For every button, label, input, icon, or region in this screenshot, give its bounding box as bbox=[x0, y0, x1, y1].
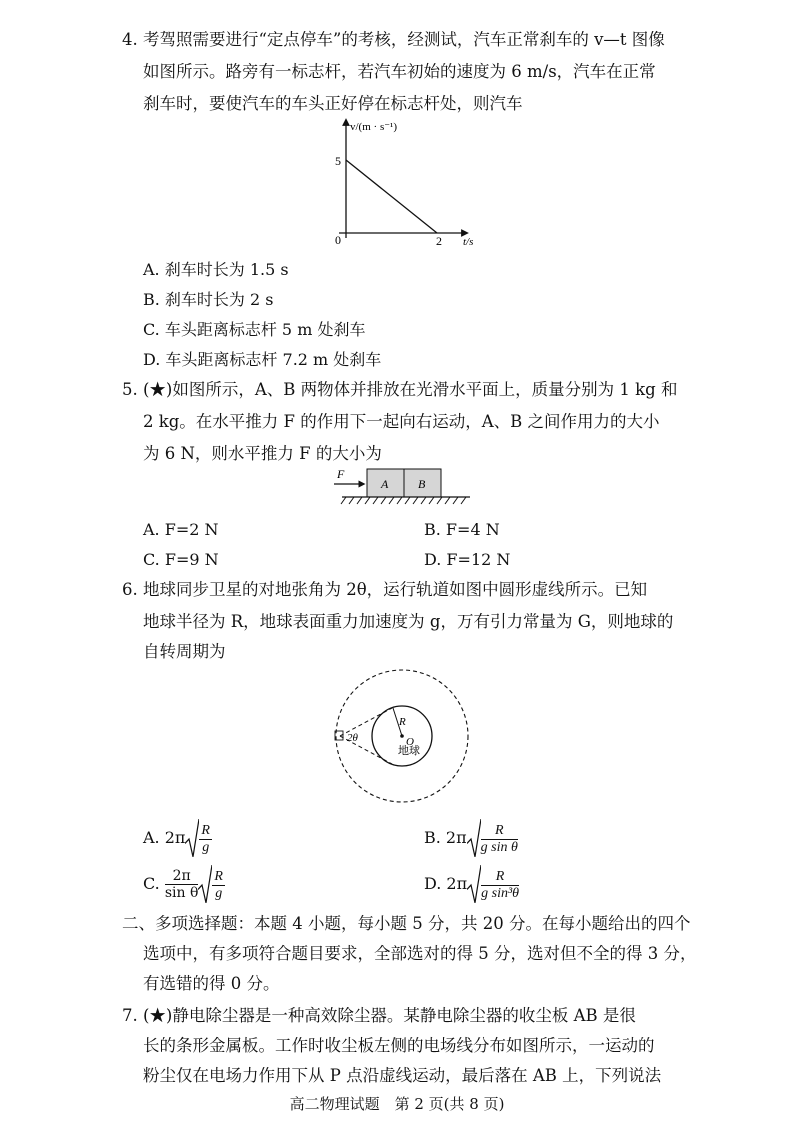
vt-line bbox=[346, 160, 437, 233]
q6-a-den: g bbox=[202, 839, 210, 855]
q6-option-d[interactable] bbox=[424, 864, 519, 905]
block-b-label: B bbox=[418, 477, 426, 491]
q5-option-d[interactable]: D. F=12 N bbox=[424, 550, 511, 569]
q5-option-a[interactable]: A. F=2 N bbox=[143, 520, 219, 539]
angle-label: 2θ bbox=[347, 732, 358, 744]
q6-c-frac-num: 2π bbox=[165, 868, 199, 885]
q6-line-2: 地球半径为 R，地球表面重力加速度为 g，万有引力常量为 G，则地球的 bbox=[143, 612, 674, 631]
q6-c-num: R bbox=[214, 868, 223, 884]
force-label: F bbox=[337, 467, 345, 481]
q6-d-sqrt bbox=[467, 865, 519, 905]
page-footer: 高二物理试题 第 2 页(共 8 页) bbox=[289, 1095, 505, 1113]
section2-line-2: 选项中，有多项符合题目要求，全部选对的得 5 分，选对但不全的得 3 分， bbox=[143, 944, 697, 963]
q6-c-sqrt bbox=[198, 865, 225, 905]
center-label: O bbox=[406, 736, 414, 748]
q4-line-3: 刹车时，要使汽车的车头正好停在标志杆处，则汽车 bbox=[143, 94, 523, 113]
earth-label: 地球 bbox=[398, 745, 420, 757]
q4-option-a[interactable]: A. 刹车时长为 1.5 s bbox=[143, 260, 289, 279]
q6-option-c[interactable] bbox=[143, 864, 225, 905]
q7-line-3: 粉尘仅在电场力作用下从 P 点沿虚线运动，最后落在 AB 上，下列说法 bbox=[143, 1066, 662, 1085]
q7-line-1: 7. (★)静电除尘器是一种高效除尘器。某静电除尘器的收尘板 AB 是很 bbox=[122, 1006, 636, 1025]
blocks-figure bbox=[330, 464, 475, 510]
q6-c-prefix: C. bbox=[143, 874, 160, 893]
section2-line-1: 二、多项选择题：本题 4 小题，每小题 5 分，共 20 分。在每小题给出的四个 bbox=[122, 914, 691, 933]
q6-line-3: 自转周期为 bbox=[143, 642, 226, 661]
q6-c-den: g bbox=[215, 885, 223, 901]
q6-b-den: g sin θ bbox=[480, 839, 518, 855]
q5-line-3: 为 6 N，则水平推力 F 的大小为 bbox=[143, 444, 382, 463]
x-axis-label: t/s bbox=[463, 236, 474, 248]
y-tick-5: 5 bbox=[335, 154, 341, 168]
x-tick-2: 2 bbox=[436, 234, 442, 248]
q6-b-prefix: B. 2π bbox=[424, 828, 467, 847]
q6-a-num: R bbox=[201, 822, 210, 838]
q6-b-num: R bbox=[481, 823, 518, 840]
q4-line-1: 4. 考驾照需要进行“定点停车”的考核，经测试，汽车正常刹车的 v—t 图像 bbox=[122, 30, 665, 49]
q5-option-b[interactable]: B. F=4 N bbox=[424, 520, 500, 539]
q6-c-frac-den: sin θ bbox=[164, 885, 199, 901]
q5-option-c[interactable]: C. F=9 N bbox=[143, 550, 219, 569]
q6-line-1: 6. 地球同步卫星的对地张角为 2θ，运行轨道如图中圆形虚线所示。已知 bbox=[122, 580, 648, 599]
block-a-label: A bbox=[381, 477, 389, 491]
q6-a-sqrt bbox=[185, 819, 212, 859]
q6-option-b[interactable] bbox=[424, 818, 518, 859]
q6-option-a[interactable] bbox=[143, 818, 212, 859]
q7-line-2: 长的条形金属板。工作时收尘板左侧的电场线分布如图所示，一运动的 bbox=[143, 1036, 655, 1055]
q5-line-2: 2 kg。在水平推力 F 的作用下一起向右运动，A、B 之间作用力的大小 bbox=[143, 412, 660, 431]
vt-graph bbox=[325, 118, 485, 248]
earth-center-dot bbox=[400, 734, 404, 738]
q4-option-c[interactable]: C. 车头距离标志杆 5 m 处刹车 bbox=[143, 320, 366, 339]
q5-line-1: 5. (★)如图所示，A、B 两物体并排放在光滑水平面上，质量分别为 1 kg 和 bbox=[122, 380, 678, 399]
q6-d-num: R bbox=[481, 869, 519, 886]
q6-a-prefix: A. 2π bbox=[143, 828, 186, 847]
section2-line-3: 有选错的得 0 分。 bbox=[143, 974, 280, 993]
q4-option-b[interactable]: B. 刹车时长为 2 s bbox=[143, 290, 274, 309]
y-axis-label: v/(m · s⁻¹) bbox=[350, 121, 397, 133]
origin-label: 0 bbox=[335, 233, 341, 247]
q6-d-prefix: D. 2π bbox=[424, 874, 468, 893]
q6-b-sqrt bbox=[467, 819, 518, 859]
satellite-figure bbox=[325, 662, 485, 810]
q6-d-den: g sin³θ bbox=[481, 885, 520, 901]
ground-hatching bbox=[341, 497, 466, 504]
q4-option-d[interactable]: D. 车头距离标志杆 7.2 m 处刹车 bbox=[143, 350, 382, 369]
radius-label: R bbox=[399, 716, 406, 728]
q4-line-2: 如图所示。路旁有一标志杆，若汽车初始的速度为 6 m/s，汽车在正常 bbox=[143, 62, 656, 81]
